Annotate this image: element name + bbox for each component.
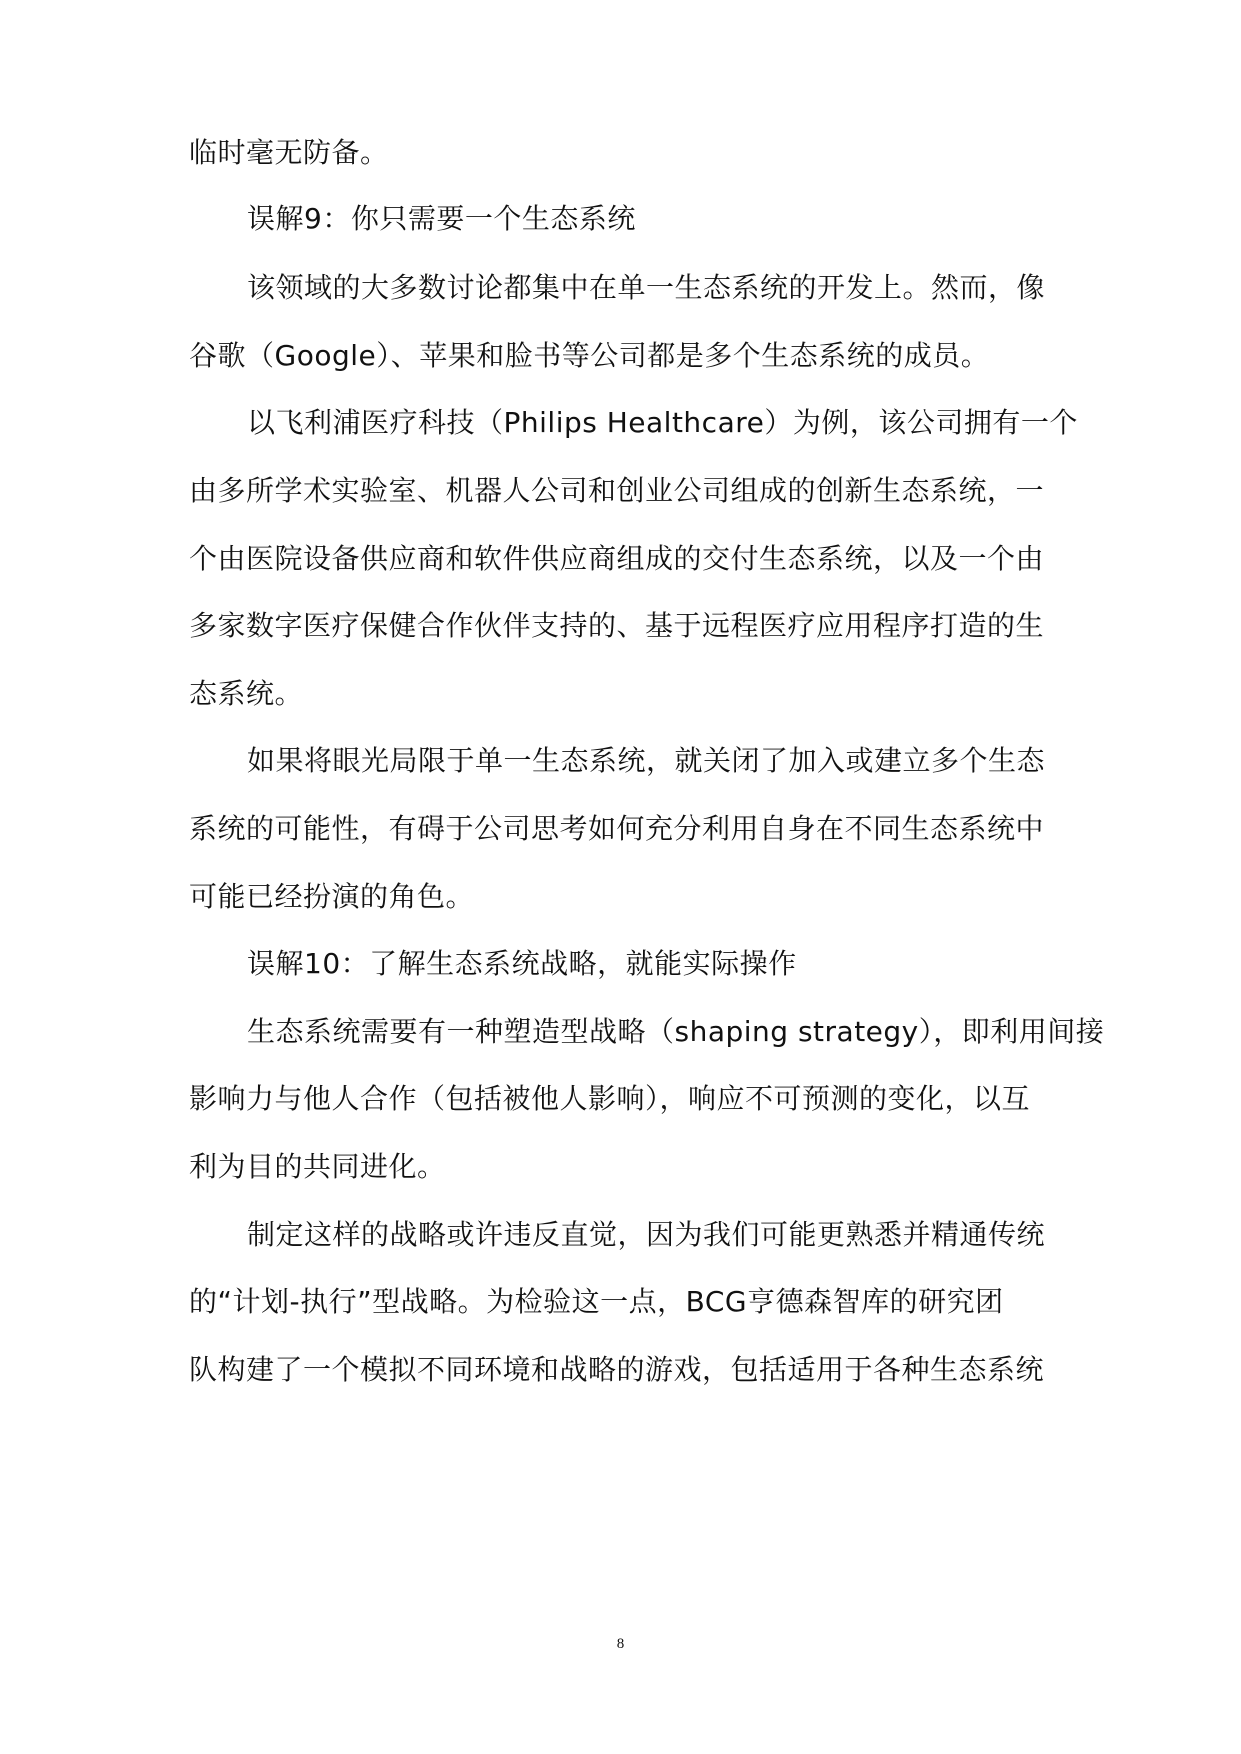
paragraph-line: 利为目的共同进化。	[189, 1150, 446, 1183]
paragraph-line: 个由医院设备供应商和软件供应商组成的交付生态系统，以及一个由	[189, 542, 1045, 575]
paragraph-line: 态系统。	[189, 677, 304, 710]
paragraph-line: 可能已经扮演的角色。	[189, 880, 475, 913]
paragraph-line: 该领域的大多数讨论都集中在单一生态系统的开发上。然而，像	[247, 271, 1046, 304]
section-heading: 误解10：了解生态系统战略，就能实际操作	[247, 947, 797, 980]
paragraph-line: 多家数字医疗保健合作伙伴支持的、基于远程医疗应用程序打造的生	[189, 609, 1045, 642]
paragraph-line: 如果将眼光局限于单一生态系统，就关闭了加入或建立多个生态	[247, 744, 1046, 777]
paragraph-line: 生态系统需要有一种塑造型战略（shaping strategy），即利用间接	[247, 1015, 1105, 1048]
paragraph-line: 的“计划-执行”型战略。为检验这一点，BCG亨德森智库的研究团	[189, 1285, 1004, 1318]
page-number: 8	[616, 1636, 625, 1652]
paragraph-line: 以飞利浦医疗科技（Philips Healthcare）为例，该公司拥有一个	[247, 406, 1078, 439]
paragraph-line: 临时毫无防备。	[189, 136, 389, 169]
paragraph-line: 队构建了一个模拟不同环境和战略的游戏，包括适用于各种生态系统	[189, 1353, 1045, 1386]
paragraph-line: 系统的可能性，有碍于公司思考如何充分利用自身在不同生态系统中	[189, 812, 1045, 845]
paragraph-line: 由多所学术实验室、机器人公司和创业公司组成的创新生态系统，一	[189, 474, 1045, 507]
paragraph-line: 谷歌（Google）、苹果和脸书等公司都是多个生态系统的成员。	[189, 339, 990, 372]
paragraph-line: 制定这样的战略或许违反直觉，因为我们可能更熟悉并精通传统	[247, 1218, 1046, 1251]
section-heading: 误解9：你只需要一个生态系统	[247, 202, 636, 235]
paragraph-line: 影响力与他人合作（包括被他人影响），响应不可预测的变化，以互	[189, 1082, 1031, 1115]
